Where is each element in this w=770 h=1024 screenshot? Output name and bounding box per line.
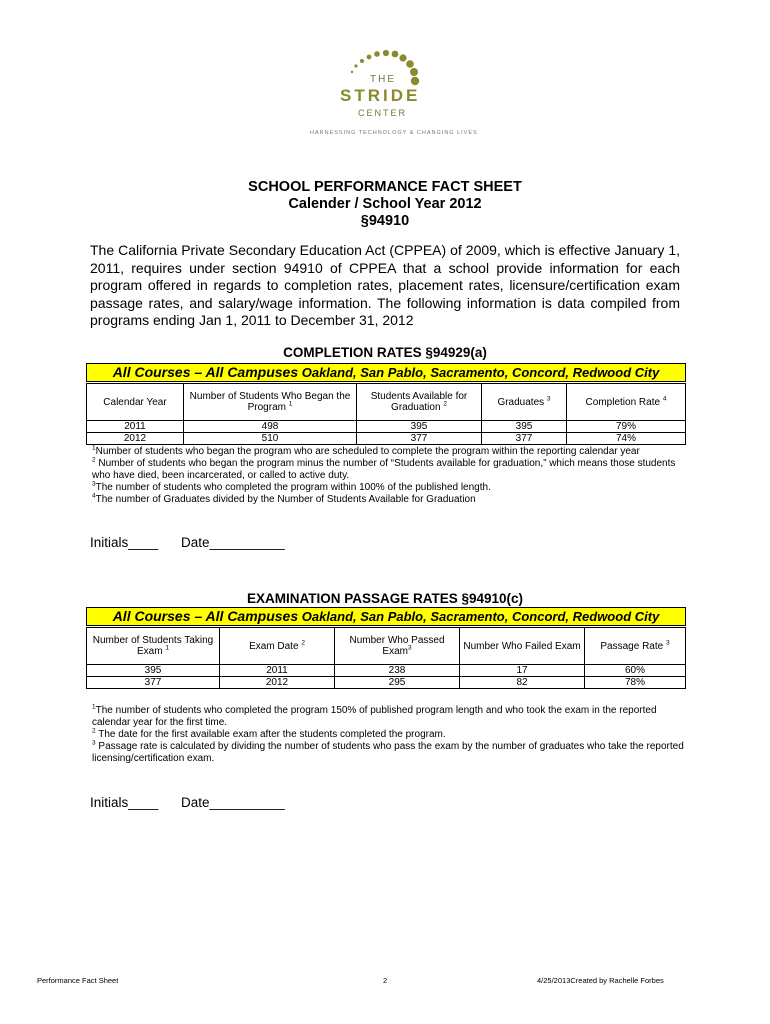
cell-taking: 395	[87, 665, 220, 677]
completion-banner-main: All Courses – All Campuses	[112, 364, 299, 380]
col-number-passed: Number Who Passed Exam$^3$	[335, 628, 460, 665]
completion-banner	[86, 363, 686, 382]
cell-available: 377	[357, 433, 482, 445]
table-row	[87, 665, 686, 677]
page-subtitle: Calender / School Year 2012	[288, 196, 482, 212]
completion-table	[86, 383, 686, 445]
completion-header-row	[87, 384, 686, 421]
logo-center-text: CENTER	[358, 108, 408, 118]
logo-tagline: HARNESSING TECHNOLOGY & CHANGING LIVES	[310, 130, 478, 136]
date-field-1[interactable]: Date__________	[181, 535, 285, 550]
col-graduates: Graduates $^3$	[482, 384, 567, 421]
exam-heading: EXAMINATION PASSAGE RATES §94910(c)	[246, 591, 524, 606]
cell-date: 2011	[220, 665, 335, 677]
exam-footnotes	[92, 705, 692, 765]
table-row	[87, 677, 686, 689]
cell-graduates: 377	[482, 433, 567, 445]
exam-table	[86, 627, 686, 689]
cell-began: 510	[184, 433, 357, 445]
table-row	[87, 421, 686, 433]
logo-the-text: THE	[370, 74, 396, 85]
stride-center-logo	[300, 48, 478, 136]
footnote: $^1$The number of students who completed the program 150% of published program length and who took the exam in the reported calendar year for the first time.	[92, 703, 657, 728]
initials-field-1[interactable]: Initials____	[90, 535, 159, 550]
table-row	[87, 433, 686, 445]
cell-failed: 82	[460, 677, 585, 689]
exam-banner-main: All Courses – All Campuses	[112, 608, 299, 624]
cell-passed: 238	[335, 665, 460, 677]
cell-date: 2012	[220, 677, 335, 689]
cell-began: 498	[184, 421, 357, 433]
cell-rate: 74%	[567, 433, 686, 445]
page-section: §94910	[360, 213, 410, 229]
completion-banner-locations: Oakland, San Pablo, Sacramento, Concord, Redwood City	[298, 365, 660, 380]
footnote: $^1$Number of students who began the program who are scheduled to complete the program within the reporting calendar year	[92, 444, 640, 457]
col-calendar-year: Calendar Year	[87, 384, 184, 421]
col-number-failed: Number Who Failed Exam	[460, 628, 585, 665]
cell-graduates: 395	[482, 421, 567, 433]
cell-year: 2011	[87, 421, 184, 433]
col-completion-rate: Completion Rate $^4$	[567, 384, 686, 421]
intro-paragraph: The California Private Secondary Education Act (CPPEA) of 2009, which is effective January 1, 2011, requires under section 94910 of CPPEA that a school provide information for each program offered in regards to completion rates, placement rates, licensure/certification exam passage rates, and salary/wage information. The following information is data compiled from programs ending Jan 1, 2011 to December 31, 2012	[90, 242, 680, 328]
completion-heading: COMPLETION RATES §94929(a)	[283, 345, 487, 360]
cell-rate: 78%	[585, 677, 686, 689]
col-students-taking: Number of Students Taking Exam $^1$	[87, 628, 220, 665]
exam-banner-locations: Oakland, San Pablo, Sacramento, Concord, Redwood City	[298, 609, 660, 624]
cell-rate: 79%	[567, 421, 686, 433]
footer-left: Performance Fact Sheet	[37, 976, 119, 985]
exam-header-row	[87, 628, 686, 665]
logo-stride-text: STRIDE	[340, 86, 421, 105]
col-passage-rate: Passage Rate $^3$	[585, 628, 686, 665]
footer-page-number: 2	[383, 976, 388, 985]
footnote: $^3$The number of students who completed the program within 100% of the published length.	[92, 480, 491, 493]
col-students-began: Number of Students Who Began the Program $^1$	[184, 384, 357, 421]
cell-year: 2012	[87, 433, 184, 445]
footnote: $^3$ Passage rate is calculated by dividing the number of students who pass the exam by the number of graduates who take the reported licensing/certification exam.	[92, 739, 684, 764]
cell-failed: 17	[460, 665, 585, 677]
footnote: $^2$ Number of students who began the program minus the number of “Students available for graduation,” which means those students who have died, been incarcerated, or called to active duty.	[92, 456, 676, 481]
page-title: SCHOOL PERFORMANCE FACT SHEET	[248, 179, 522, 195]
exam-banner	[86, 607, 686, 626]
cell-rate: 60%	[585, 665, 686, 677]
col-students-available: Students Available for Graduation $^2$	[357, 384, 482, 421]
cell-taking: 377	[87, 677, 220, 689]
footer-right: 4/25/2013Created by Rachelle Forbes	[537, 976, 664, 985]
cell-available: 395	[357, 421, 482, 433]
initials-field-2[interactable]: Initials____	[90, 795, 159, 810]
footnote: $^2$ The date for the first available exam after the students completed the program.	[92, 727, 446, 740]
footnote: $^4$The number of Graduates divided by the Number of Students Available for Graduation	[92, 492, 476, 505]
col-exam-date: Exam Date $^2$	[220, 628, 335, 665]
completion-footnotes	[92, 446, 692, 506]
cell-passed: 295	[335, 677, 460, 689]
date-field-2[interactable]: Date__________	[181, 795, 285, 810]
